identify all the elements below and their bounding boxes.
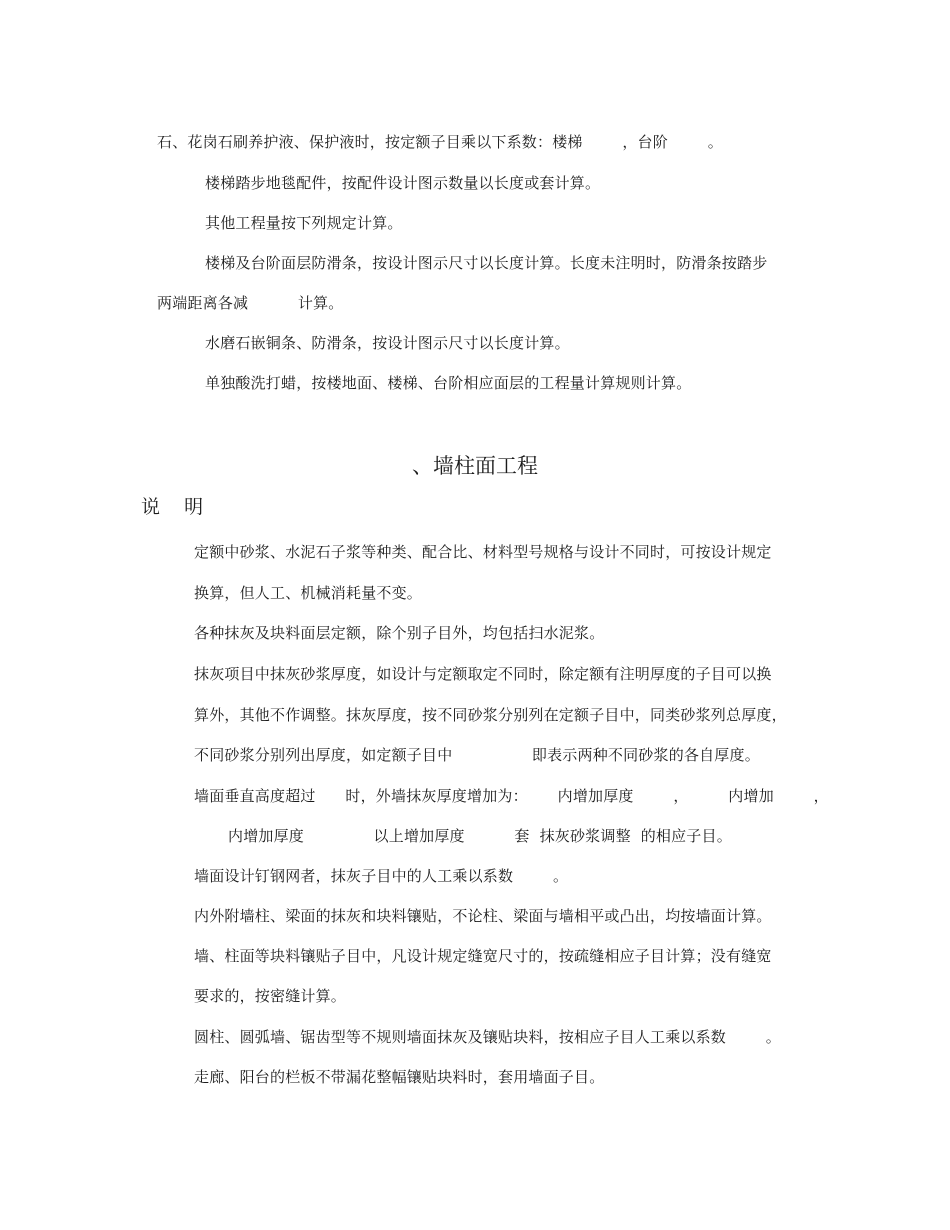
paragraph-line: 不同砂浆分别列出厚度，如定额子目中 即表示两种不同砂浆的各自厚度。 — [194, 746, 760, 764]
paragraph-line: 算外，其他不作调整。抹灰厚度，按不同砂浆分别列在定额子目中，同类砂浆列总厚度， — [194, 706, 787, 724]
paragraph-line: 抹灰项目中抹灰砂浆厚度，如设计与定额取定不同时，除定额有注明厚度的子目可以换 — [194, 665, 772, 683]
paragraph-line: 要求的，按密缝计算。 — [194, 987, 347, 1005]
section-title: 、墙柱面工程 — [412, 454, 538, 478]
paragraph-line: 走廊、阳台的栏板不带漏花整幅镶贴块料时，套用墙面子目。 — [194, 1068, 605, 1086]
paragraph-line: 两端距离各减 计算。 — [157, 294, 344, 312]
paragraph-line: 各种抹灰及块料面层定额，除个别子目外，均包括扫水泥浆。 — [194, 624, 605, 642]
section-subtitle: 说 明 — [141, 496, 204, 518]
paragraph-line: 墙面设计钉钢网者，抹灰子目中的人工乘以系数 。 — [194, 867, 569, 885]
paragraph-line: 内增加厚度 以上增加厚度 套 抹灰砂浆调整 的相应子目。 — [228, 827, 732, 845]
paragraph-line: 石、花岗石刷养护液、保护液时，按定额子目乘以下系数：楼梯 ，台阶 。 — [157, 133, 723, 151]
paragraph-line: 内外附墙柱、梁面的抹灰和块料镶贴，不论柱、梁面与墙相平或凸出，均按墙面计算。 — [194, 907, 772, 925]
paragraph-line: 单独酸洗打蜡，按楼地面、楼梯、台阶相应面层的工程量计算规则计算。 — [205, 374, 692, 392]
paragraph-line: 其他工程量按下列规定计算。 — [205, 214, 403, 232]
paragraph-line: 楼梯及台阶面层防滑条，按设计图示尺寸以长度计算。长度未注明时，防滑条按踏步 — [205, 254, 768, 272]
paragraph-line: 墙面垂直高度超过 时，外墙抹灰厚度增加为： 内增加厚度 ， 内增加 ， — [194, 787, 829, 805]
paragraph-line: 水磨石嵌铜条、防滑条，按设计图示尺寸以长度计算。 — [205, 334, 570, 352]
paragraph-line: 墙、柱面等块料镶贴子目中，凡设计规定缝宽尺寸的，按疏缝相应子目计算；没有缝宽 — [194, 947, 772, 965]
paragraph-line: 定额中砂浆、水泥石子浆等种类、配合比、材料型号规格与设计不同时，可按设计规定 — [194, 543, 772, 561]
paragraph-line: 换算，但人工、机械消耗量不变。 — [194, 584, 423, 602]
paragraph-line: 楼梯踏步地毯配件，按配件设计图示数量以长度或套计算。 — [205, 174, 601, 192]
paragraph-line: 圆柱、圆弧墙、锯齿型等不规则墙面抹灰及镶贴块料，按相应子目人工乘以系数 。 — [194, 1028, 781, 1046]
